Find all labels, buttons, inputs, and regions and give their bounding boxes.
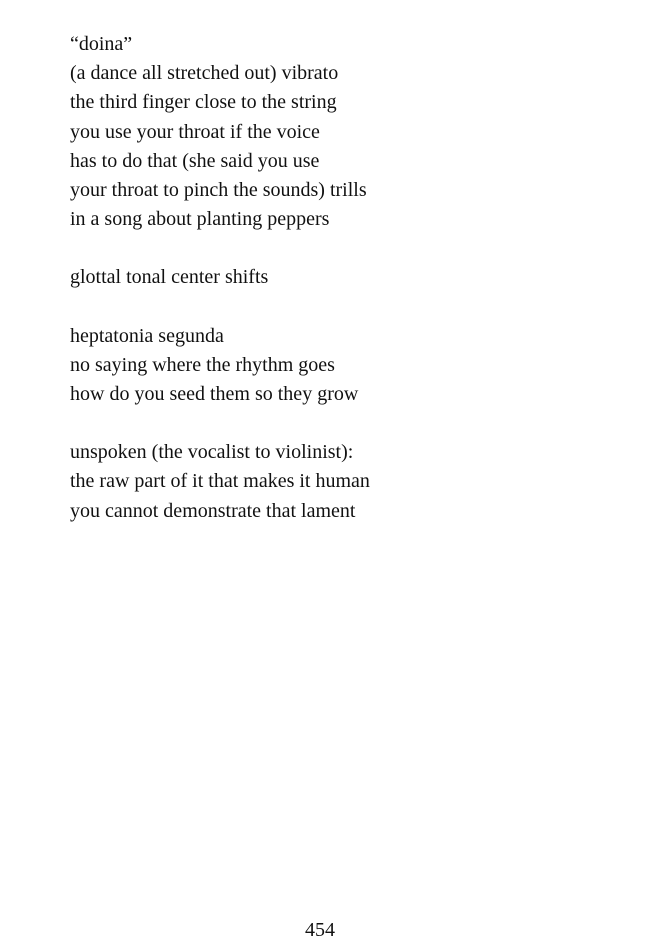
- poem-line: your throat to pinch the sounds) trills: [70, 179, 367, 202]
- poem-line: unspoken (the vocalist to violinist):: [70, 441, 354, 464]
- poem-line: you cannot demonstrate that lament: [70, 499, 356, 522]
- stanza-4: [70, 438, 590, 526]
- poem-line: glottal tonal center shifts: [70, 266, 269, 289]
- poem-body: [70, 30, 590, 555]
- poem-line: how do you seed them so they grow: [70, 383, 359, 406]
- poem-line: (a dance all stretched out) vibrato: [70, 62, 339, 85]
- poem-line: in a song about planting peppers: [70, 208, 330, 231]
- poem-line: no saying where the rhythm goes: [70, 353, 335, 376]
- poem-line: has to do that (she said you use: [70, 149, 320, 172]
- poem-line: you use your throat if the voice: [70, 120, 320, 143]
- poem-line: the third finger close to the string: [70, 91, 337, 114]
- stanza-3: [70, 322, 590, 410]
- stanza-2: [70, 263, 590, 292]
- page-number: 454: [305, 919, 335, 941]
- poem-line: “doina”: [70, 33, 133, 55]
- poem-line: the raw part of it that makes it human: [70, 470, 370, 493]
- poem-line: heptatonia segunda: [70, 324, 224, 347]
- stanza-1: [70, 30, 590, 234]
